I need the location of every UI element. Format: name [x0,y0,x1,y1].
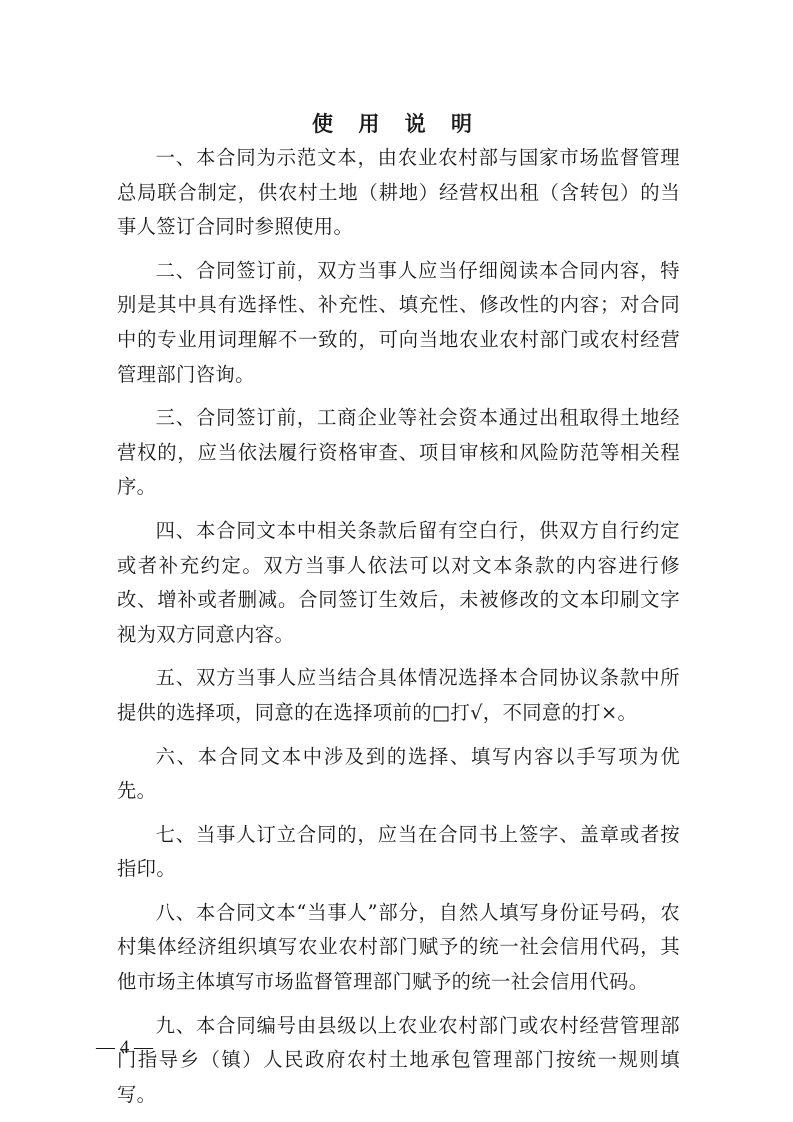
instruction-paragraph-5: 五、双方当事人应当结合具体情况选择本合同协议条款中所提供的选择项，同意的在选择项前的□打√，不同意的打×。 [117,666,680,724]
page-title: 使 用 说 明 [312,112,481,136]
instruction-paragraph-2: 二、合同签订前，双方当事人应当仔细阅读本合同内容，特别是其中具有选择性、补充性、填充性、修改性的内容；对合同中的专业用词理解不一致的，可向当地农业农村部门或农村经营管理部门咨询。 [117,258,680,386]
instruction-paragraph-1: 一、本合同为示范文本，由农业农村部与国家市场监督管理总局联合制定，供农村土地（耕地）经营权出租（含转包）的当事人签订合同时参照使用。 [117,146,680,239]
instruction-paragraph-9: 九、本合同编号由县级以上农业农村部门或农村经营管理部门指导乡（镇）人民政府农村土地承包管理部门按统一规则填写。 [117,1013,680,1106]
instructions-body [117,141,680,1112]
instruction-paragraph-4: 四、本合同文本中相关条款后留有空白行，供双方自行约定或者补充约定。双方当事人依法可以对文本条款的内容进行修改、增补或者删减。合同签订生效后，未被修改的文本印刷文字视为双方同意内容。 [117,518,680,646]
instruction-paragraph-8: 八、本合同文本“当事人”部分，自然人填写身份证号码，农村集体经济组织填写农业农村部门赋予的统一社会信用代码，其他市场主体填写市场监督管理部门赋予的统一社会信用代码。 [117,900,680,994]
instruction-paragraph-3: 三、合同签订前，工商企业等社会资本通过出租取得土地经营权的，应当依法履行资格审查、项目审核和风险防范等相关程序。 [117,406,680,499]
page-number: — 4 — [96,1037,153,1058]
instruction-paragraph-6: 六、本合同文本中涉及到的选择、填写内容以手写项为优先。 [117,744,680,803]
instruction-paragraph-7: 七、当事人订立合同的，应当在合同书上签字、盖章或者按指印。 [117,822,680,881]
